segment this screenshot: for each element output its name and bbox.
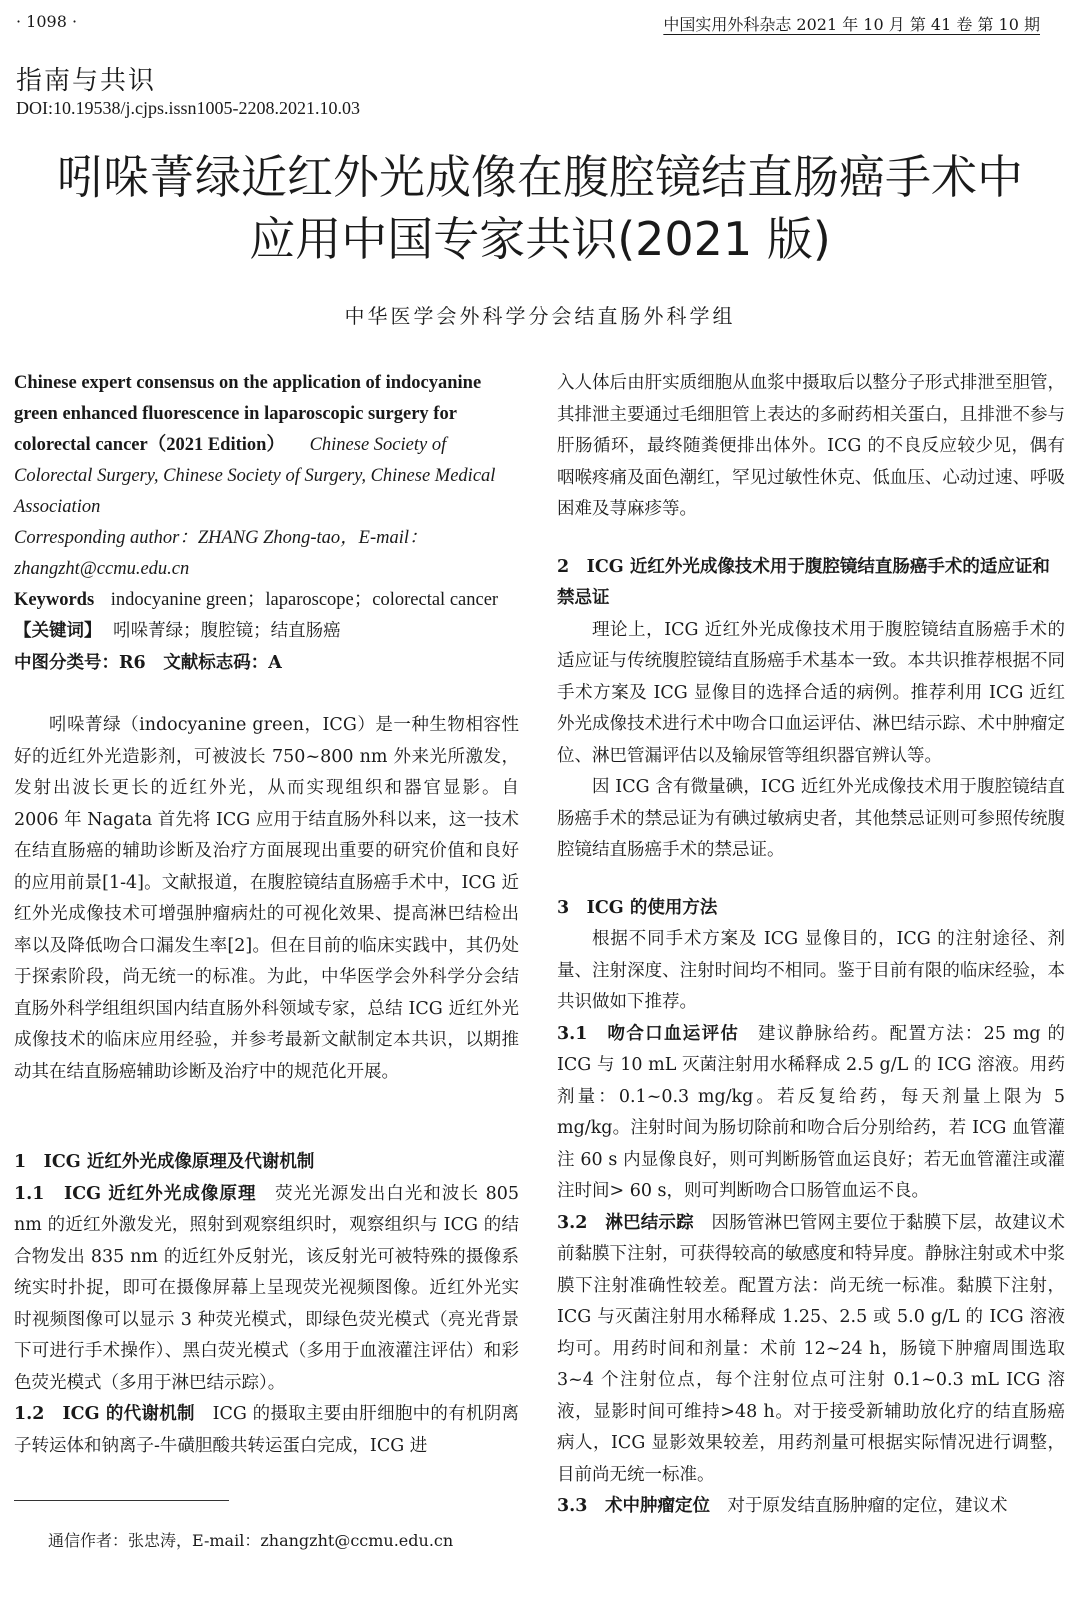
section-3-1 <box>557 1019 1065 1208</box>
cn-keywords-label: 【关键词】 <box>14 621 102 641</box>
english-authors: Chinese Society of Colorectal Surgery, Chinese Society of Surgery, Chinese Medical Association <box>14 435 496 517</box>
section-1-1-label: 1.1 ICG 近红外光成像原理 <box>14 1183 257 1204</box>
section-tag: 指南与共识 <box>16 66 157 96</box>
section-1-2-label: 1.2 ICG 的代谢机制 <box>14 1404 195 1424</box>
page-number: · 1098 · <box>16 12 78 31</box>
classification: 中图分类号：R6 文献标志码：A <box>14 652 282 673</box>
section-3-3-label: 3.3 术中肿瘤定位 <box>557 1496 710 1516</box>
english-title: Chinese expert consensus on the application of indocyanine green enhanced fluorescence in laparoscopic surgery for colorectal cancer（2021 Edition） <box>14 373 482 455</box>
doi: DOI:10.19538/j.cjps.issn1005-2208.2021.10.03 <box>16 98 360 118</box>
journal-header: 中国实用外科杂志 2021 年 10 月 第 41 卷 第 10 期 <box>663 15 1040 34</box>
english-abstract <box>14 368 519 616</box>
section-2-paragraph-1: 理论上，ICG 近红外光成像技术用于腹腔镜结直肠癌手术的适应证与传统腹腔镜结直肠癌手术基本一致。本共识推荐根据不同手术方案及 ICG 显像目的选择合适的病例。推荐利用 ICG 近红外光成像技术进行术中吻合口血运评估、淋巴结示踪、术中肿瘤定位、淋巴管漏评估以及输尿管等组织器官辨认等。 <box>557 619 1065 766</box>
section-3-2-label: 3.2 淋巴结示踪 <box>557 1212 694 1233</box>
section-3-2 <box>557 1208 1065 1492</box>
keywords-value: indocyanine green；laparoscope；colorectal cancer <box>110 590 499 610</box>
section-1-2-text: ICG 的摄取主要由肝细胞中的有机阴离子转运体和钠离子-牛磺胆酸共转运蛋白完成，ICG 进 <box>14 1404 519 1456</box>
section-1-1 <box>14 1179 519 1400</box>
keywords-row <box>14 585 519 616</box>
cn-keywords-value: 吲哚菁绿；腹腔镜；结直肠癌 <box>113 621 341 641</box>
section-3-3-text: 对于原发结直肠肿瘤的定位，建议术 <box>727 1496 1008 1516</box>
title-line-2: 应用中国专家共识(2021 版) <box>249 212 831 266</box>
footnote-rule <box>14 1500 229 1501</box>
section-3-heading: 3 ICG 的使用方法 <box>557 897 718 918</box>
section-3-3 <box>557 1491 1065 1523</box>
keywords-label: Keywords <box>14 590 95 610</box>
section-3-1-label: 3.1 吻合口血运评估 <box>557 1023 740 1044</box>
section-1-1-text: 荧光光源发出白光和波长 805 nm 的近红外激发光，照射到观察组织时，观察组织与 ICG 的结合物发出 835 nm 的近红外反射光，该反射光可被特殊的摄像系统实时扑捉，即可在摄像屏幕上呈现荧光视频图像。近红外光实时视频图像可以显示 3 种荧光模式，即绿色荧光模式（亮光背景下可进行手术操作）、黑白荧光模式（多用于血液灌注评估）和彩色荧光模式（多用于淋巴结示踪）。 <box>14 1183 520 1393</box>
title-line-1: 吲哚菁绿近红外光成像在腹腔镜结直肠癌手术中 <box>57 150 1023 204</box>
intro-paragraph: 吲哚菁绿（indocyanine green，ICG）是一种生物相容性好的近红外光造影剂，可被波长 750~800 nm 外来光所激发，发射出波长更长的近红外光，从而实现组织和器官显影。自 2006 年 Nagata 首先将 ICG 应用于结直肠外科以来，这一技术在结直肠癌的辅助诊断及治疗方面展现出重要的研究价值和良好的应用前景[1-4]。文献报道，在腹腔镜结直肠癌手术中，ICG 近红外光成像技术可增强肿瘤病灶的可视化效果、提高淋巴结检出率以及降低吻合口漏发生率[2]。但在目前的临床实践中，其仍处于探索阶段，尚无统一的标准。为此，中华医学会外科学分会结直肠外科学组组织国内结直肠外科领域专家，总结 ICG 近红外光成像技术的临床应用经验，并参考最新文献制定本共识，以期推动其在结直肠癌辅助诊断及治疗中的规范化开展。 <box>14 715 519 1082</box>
section-1-heading: 1 ICG 近红外光成像原理及代谢机制 <box>14 1152 315 1172</box>
corresponding-author: Corresponding author：ZHANG Zhong-tao，E-mail：zhangzht@ccmu.edu.cn <box>14 528 428 579</box>
section-2-paragraph-2: 因 ICG 含有微量碘，ICG 近红外光成像技术用于腹腔镜结直肠癌手术的禁忌证为有碘过敏病史者，其他禁忌证则可参照传统腹腔镜结直肠癌手术的禁忌证。 <box>557 777 1065 860</box>
right-column <box>557 368 1065 1523</box>
section-3-1-text: 建议静脉给药。配置方法：25 mg 的 ICG 与 10 mL 灭菌注射用水稀释成 2.5 g/L 的 ICG 溶液。用药剂量：0.1~0.3 mg/kg。若反复给药，每天剂量上限为 5 mg/kg。注射时间为肠切除前和吻合后分别给药，若 ICG 血管灌注 60 s 内显像良好，则可判断肠管血运良好；若无血管灌注或灌注时间> 60 s，则可判断吻合口肠管血运不良。 <box>557 1023 1065 1201</box>
section-3-paragraph-1: 根据不同手术方案及 ICG 显像目的，ICG 的注射途径、剂量、注射深度、注射时间均不相同。鉴于目前有限的临床经验，本共识做如下推荐。 <box>557 929 1065 1012</box>
section-3-2-text: 因肠管淋巴管网主要位于黏膜下层，故建议术前黏膜下注射，可获得较高的敏感度和特异度。静脉注射或术中浆膜下注射准确性较差。配置方法：尚无统一标准。黏膜下注射，ICG 与灭菌注射用水稀释成 1.25、2.5 或 5.0 g/L 的 ICG 溶液均可。用药时间和剂量：术前 12~24 h，肠镜下肿瘤周围选取 3~4 个注射位点，每个注射位点可注射 0.1~0.3 mL ICG 溶液，显影时间可维持>48 h。对于接受新辅助放化疗的结直肠癌病人，ICG 显影效果较差，用药剂量可根据实际情况进行调整，目前尚无统一标准。 <box>557 1212 1066 1485</box>
intro-block <box>14 710 519 1088</box>
left-column <box>14 368 519 679</box>
continued-paragraph: 入人体后由肝实质细胞从血浆中摄取后以整分子形式排泄至胆管，其排泄主要通过毛细胆管上表达的多耐药相关蛋白，且排泄不参与肝肠循环，最终随粪便排出体外。ICG 的不良反应较少见，偶有咽喉疼痛及面色潮红，罕见过敏性休克、低血压、心动过速、呼吸困难及荨麻疹等。 <box>557 373 1065 519</box>
organization: 中华医学会外科学分会结直肠外科学组 <box>344 304 736 328</box>
section-2-heading: 2 ICG 近红外光成像技术用于腹腔镜结直肠癌手术的适应证和禁忌证 <box>557 556 1050 608</box>
cn-keywords-row <box>14 616 519 648</box>
section-1 <box>14 1147 519 1462</box>
section-1-2 <box>14 1399 519 1462</box>
footnote: 通信作者：张忠涛，E-mail：zhangzht@ccmu.edu.cn <box>48 1531 454 1550</box>
